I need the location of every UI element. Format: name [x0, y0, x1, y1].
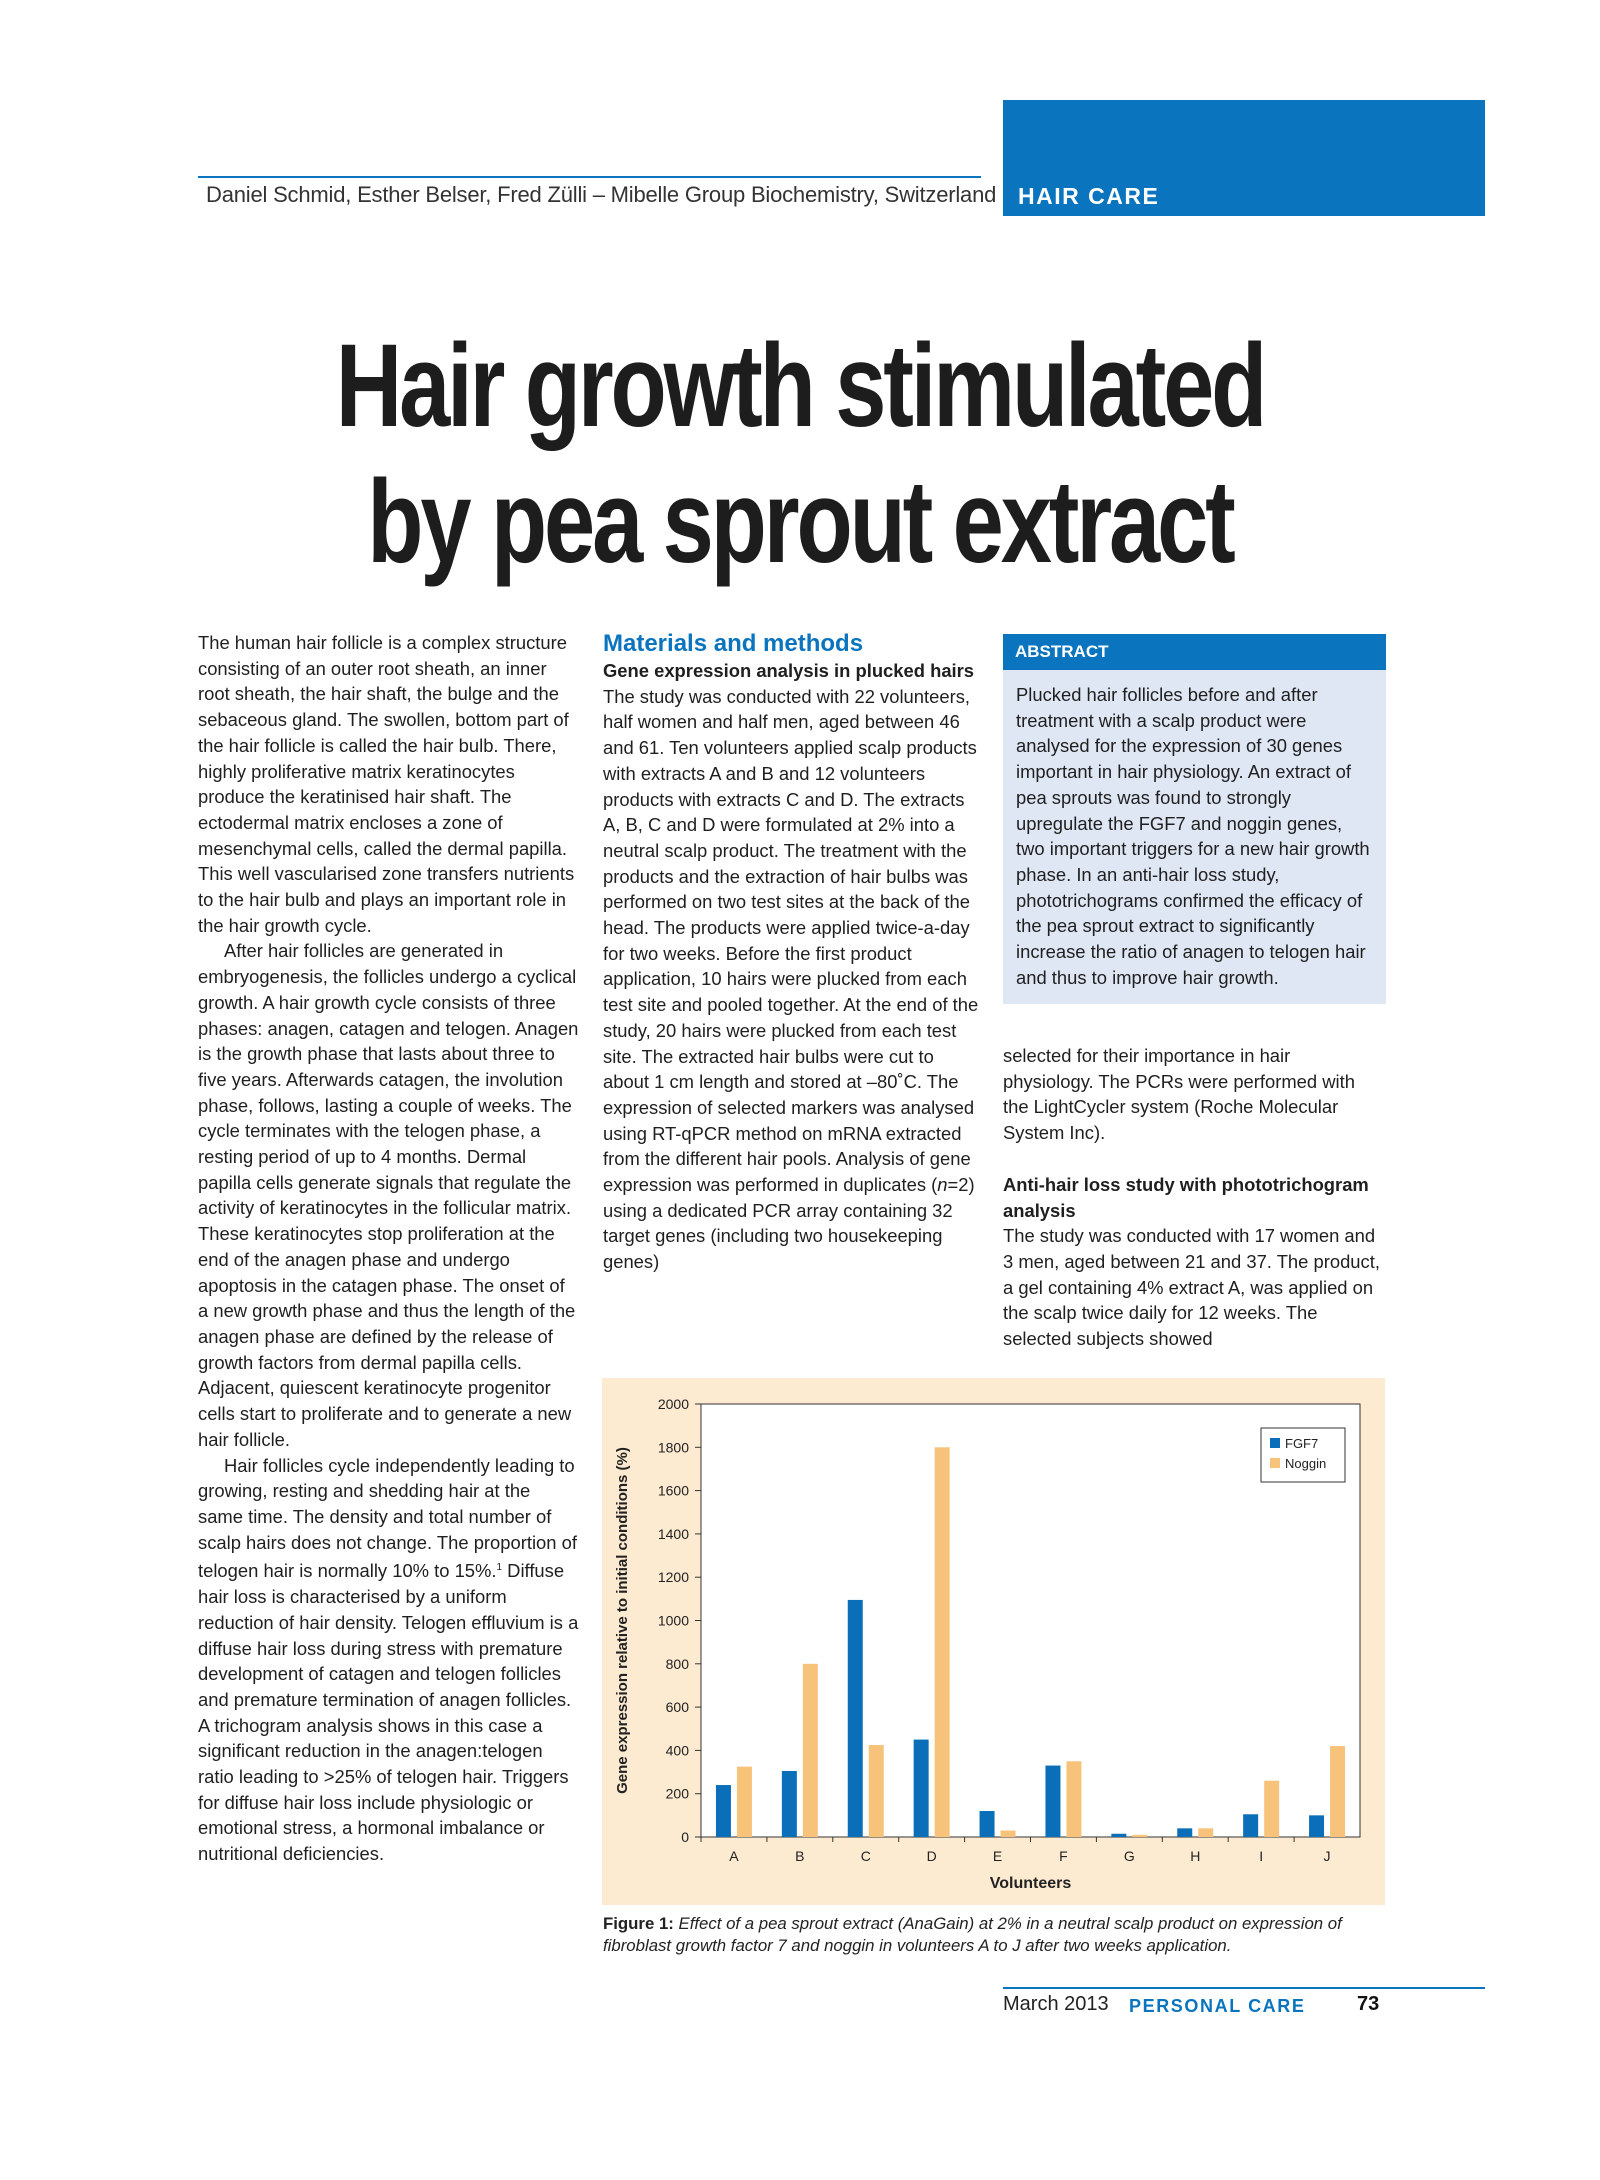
- x-tick-label: I: [1259, 1848, 1264, 1864]
- bar-noggin-g: [1132, 1835, 1147, 1837]
- bar-fgf7-f: [1045, 1766, 1060, 1837]
- methods-heading: Materials and methods: [603, 630, 864, 657]
- y-tick-label: 200: [665, 1785, 689, 1802]
- bar-fgf7-g: [1111, 1834, 1126, 1837]
- bar-fgf7-e: [980, 1811, 995, 1837]
- bar-noggin-e: [1001, 1831, 1016, 1837]
- figure-caption: [603, 1913, 1393, 1957]
- caption-label: Figure 1:: [603, 1914, 674, 1933]
- y-tick-label: 600: [665, 1699, 689, 1716]
- abstract-box: [1003, 634, 1386, 1004]
- y-tick-label: 1600: [657, 1482, 689, 1499]
- x-tick-label: H: [1190, 1848, 1201, 1864]
- y-axis-label: Gene expression relative to initial conditions (%): [614, 1447, 631, 1794]
- methods-continued-paragraph: selected for their importance in hair physiology. The PCRs were performed with the LightCycler system (Roche Molecular System Inc).: [1003, 1045, 1355, 1144]
- y-tick-label: 1200: [657, 1569, 689, 1586]
- y-tick-label: 0: [681, 1829, 689, 1845]
- x-tick-label: G: [1123, 1848, 1135, 1864]
- abstract-body: Plucked hair follicles before and after treatment with a scalp product were analysed for the expression of 30 genes important in hair physiology. An extract of pea sprouts was found to strongly upregulate the FGF7 and noggin genes, two important triggers for a new hair growth phase. In an anti-hair loss study, phototrichograms confirmed the efficacy of the pea sprout extract to significantly increase the ratio of anagen to telogen hair and thus to improve hair growth.: [1016, 684, 1370, 988]
- legend-label-noggin: Noggin: [1285, 1456, 1327, 1471]
- bar-fgf7-a: [716, 1785, 731, 1837]
- methods-n-symbol: n: [937, 1174, 948, 1196]
- bar-noggin-j: [1330, 1746, 1345, 1837]
- x-axis-label: Volunteers: [989, 1875, 1072, 1892]
- methods-text-b: =2) using a dedicated PCR array containing 32 target genes (including two housekeeping genes): [603, 1174, 975, 1273]
- x-tick-label: E: [992, 1848, 1003, 1864]
- bar-noggin-a: [737, 1767, 752, 1837]
- intro-paragraph-3: [198, 1453, 580, 1867]
- bar-noggin-c: [869, 1745, 884, 1837]
- x-tick-label: C: [860, 1848, 871, 1864]
- intro-paragraph-3b: Diffuse hair loss is characterised by a uniform reduction of hair density. Telogen effluvium is a diffuse hair loss during stress with premature development of catagen and telogen follicles and premature termination of anagen follicles. A trichogram analysis shows in this case a significant reduction in the anagen:telogen ratio leading to >25% of telogen hair. Triggers for diffuse hair loss include physiologic or emotional stress, a hormonal imbalance or nutritional deficiencies.: [198, 1560, 579, 1865]
- anti-hair-loss-subheading: Anti-hair loss study with phototrichogram analysis: [1003, 1173, 1369, 1221]
- x-tick-label: F: [1059, 1848, 1068, 1864]
- author-line: Daniel Schmid, Esther Belser, Fred Zülli – Mibelle Group Biochemistry, Switzerland: [206, 182, 997, 207]
- bar-noggin-h: [1198, 1828, 1213, 1837]
- bar-chart-svg: [602, 1378, 1385, 1905]
- x-tick-label: A: [729, 1848, 739, 1864]
- title-line-1: Hair growth stimulated: [335, 320, 1265, 452]
- article-title: [332, 318, 1268, 590]
- caption-text: Effect of a pea sprout extract (AnaGain) at 2% in a neutral scalp product on expression of fibroblast growth factor 7 and noggin in volunteers A to J after two weeks application.: [603, 1914, 1342, 1955]
- bar-fgf7-j: [1309, 1815, 1324, 1837]
- intro-paragraph-2: After hair follicles are generated in embryogenesis, the follicles undergo a cyclical growth. A hair growth cycle consists of three phases: anagen, catagen and telogen. Anagen is the growth phase that lasts about three to five years. Afterwards catagen, the involution phase, follows, lasting a couple of weeks. The cycle terminates with the telogen phase, a resting period of up to 4 months. Dermal papilla cells generate signals that regulate the activity of keratinocytes in the follicular matrix. These keratinocytes stop proliferation at the end of the anagen phase and undergo apoptosis in the catagen phase. The onset of a new growth phase and thus the length of the anagen phase are defined by the release of growth factors from dermal papilla cells. Adjacent, quiescent keratinocyte progenitor cells start to proliferate and to generate a new hair follicle.: [198, 940, 579, 1450]
- intro-paragraph-3a: Hair follicles cycle independently leading to growing, resting and shedding hair at the same time. The density and total number of scalp hairs does not change. The proportion of telogen hair is normally 10% to 15%.: [198, 1454, 577, 1582]
- header-rule: [198, 176, 981, 178]
- anti-hair-loss-paragraph: The study was conducted with 17 women and 3 men, aged between 21 and 37. The product, a gel containing 4% extract A, was applied on the scalp twice daily for 12 weeks. The selected subjects showed: [1003, 1225, 1380, 1350]
- bar-fgf7-c: [848, 1600, 863, 1837]
- section-tag: HAIR CARE: [1018, 183, 1160, 209]
- abstract-heading: ABSTRACT: [1003, 634, 1386, 670]
- column-2: [603, 630, 979, 1275]
- bar-noggin-f: [1066, 1761, 1081, 1837]
- y-tick-label: 1800: [657, 1439, 689, 1456]
- y-tick-label: 2000: [657, 1396, 689, 1412]
- x-tick-label: B: [795, 1848, 805, 1864]
- legend-swatch-fgf7: [1270, 1438, 1280, 1448]
- title-line-2: by pea sprout extract: [367, 456, 1233, 588]
- intro-paragraph-1: The human hair follicle is a complex structure consisting of an outer root sheath, an inner root sheath, the hair shaft, the bulge and the sebaceous gland. The swollen, bottom part of the hair follicle is called the hair bulb. There, highly proliferative matrix keratinocytes produce the keratinised hair shaft. The ectodermal matrix encloses a zone of mesenchymal cells, called the dermal papilla. This well vascularised zone transfers nutrients to the hair bulb and plays an important role in the hair growth cycle.: [198, 632, 575, 936]
- paragraph-gap: [1003, 1146, 1381, 1172]
- y-tick-label: 1400: [657, 1525, 689, 1542]
- footer-date: March 2013: [1003, 1993, 1109, 2015]
- bar-fgf7-i: [1243, 1814, 1258, 1837]
- bar-noggin-i: [1264, 1781, 1279, 1837]
- y-tick-label: 400: [665, 1742, 689, 1759]
- bar-noggin-d: [935, 1447, 950, 1837]
- figure-1-chart: [602, 1378, 1385, 1905]
- y-tick-label: 1000: [657, 1612, 689, 1629]
- reference-marker: 1: [496, 1562, 503, 1574]
- column-3: [1003, 1043, 1381, 1352]
- bar-fgf7-d: [914, 1740, 929, 1837]
- legend-label-fgf7: FGF7: [1285, 1436, 1319, 1451]
- methods-paragraph: [603, 684, 979, 1275]
- x-tick-label: J: [1323, 1848, 1331, 1864]
- methods-text-a: The study was conducted with 22 volunteers, half women and half men, aged between 46 and 61. Ten volunteers applied scalp products with extracts A and B and 12 volunteers products with extracts C and D. The extracts A, B, C and D were formulated at 2% into a neutral scalp product. The treatment with the products and the extraction of hair bulbs was performed on two test sites at the back of the head. The products were applied twice-a-day for two weeks. Before the first product application, 10 hairs were plucked from each test site and pooled together. At the end of the study, 20 hairs were plucked from each test site. The extracted hair bulbs were cut to about 1 cm length and stored at –80˚C. The expression of selected markers was analysed using RT-qPCR method on mRNA extracted from the different hair pools. Analysis of gene expression was performed in duplicates (: [603, 685, 979, 1196]
- bar-noggin-b: [803, 1664, 818, 1837]
- bar-fgf7-b: [782, 1771, 797, 1837]
- legend-swatch-noggin: [1270, 1458, 1280, 1468]
- x-tick-label: D: [926, 1848, 937, 1864]
- bar-fgf7-h: [1177, 1828, 1192, 1837]
- column-1: [198, 630, 580, 1867]
- y-tick-label: 800: [665, 1655, 689, 1672]
- footer-publication: PERSONAL CARE: [1129, 1996, 1306, 2016]
- footer-rule: [1003, 1987, 1485, 1989]
- gene-expression-subheading: Gene expression analysis in plucked hairs: [603, 660, 975, 681]
- page-number: 73: [1357, 1993, 1380, 2015]
